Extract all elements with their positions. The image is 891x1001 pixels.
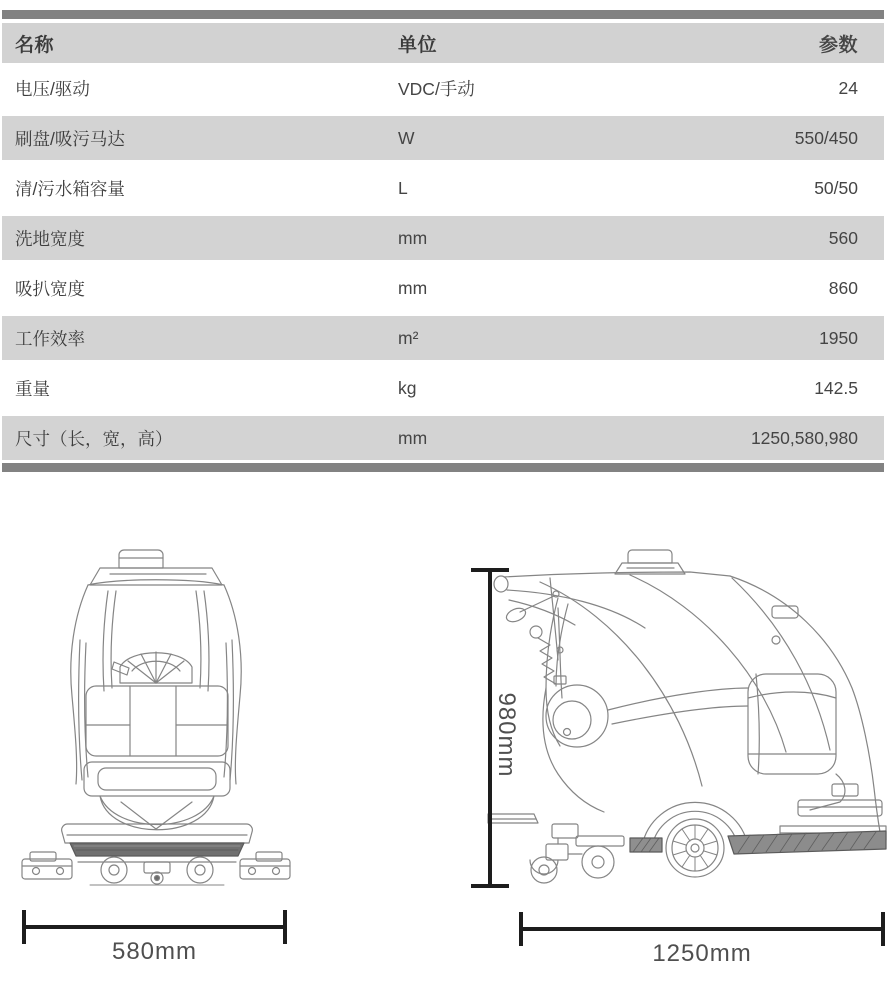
row-name: 尺寸（长，宽，高） [15, 428, 173, 449]
row-unit: mm [398, 277, 428, 298]
dimension-bar [488, 572, 492, 884]
row-value: 1250,580,980 [750, 427, 858, 448]
row-value: 50/50 [814, 177, 858, 198]
width-dimension-label: 580mm [111, 938, 198, 965]
row-unit: W [398, 127, 415, 148]
bottom-divider-bar [2, 463, 884, 472]
row-name: 刷盘/吸污马达 [15, 128, 125, 149]
row-name: 吸扒宽度 [15, 278, 85, 299]
header-name: 名称 [15, 34, 55, 56]
row-value: 24 [838, 77, 858, 98]
spec-table-header [2, 23, 884, 63]
dimension-bar [523, 927, 881, 931]
table-row [2, 63, 884, 113]
table-row [2, 263, 884, 313]
dimension-bar [26, 925, 283, 929]
table-row [2, 363, 884, 413]
row-name: 重量 [15, 378, 50, 399]
table-row [2, 163, 884, 213]
front-view-drawing [20, 544, 292, 908]
row-name: 电压/驱动 [15, 78, 90, 99]
table-row [2, 113, 884, 163]
row-value: 560 [828, 227, 858, 248]
header-unit: 单位 [398, 34, 438, 56]
top-divider-bar [2, 10, 884, 19]
row-value: 860 [828, 277, 858, 298]
row-unit: L [398, 177, 408, 198]
dimension-drawings [0, 472, 891, 991]
row-name: 清/污水箱容量 [15, 178, 125, 199]
row-value: 142.5 [814, 377, 858, 398]
row-unit: kg [398, 377, 417, 398]
row-name: 洗地宽度 [15, 228, 85, 249]
table-row [2, 413, 884, 463]
spec-table [2, 23, 884, 463]
row-unit: mm [398, 427, 428, 448]
row-unit: mm [398, 227, 428, 248]
table-row [2, 313, 884, 363]
side-view-drawing [480, 548, 888, 908]
length-dimension-label: 1250mm [652, 940, 752, 967]
row-name: 工作效率 [15, 328, 85, 349]
dimension-tick [471, 884, 509, 888]
spec-sheet-page [0, 10, 891, 1001]
header-value: 参数 [818, 34, 858, 56]
height-dimension-label: 980mm [493, 692, 520, 778]
table-row [2, 213, 884, 263]
row-unit: m² [398, 327, 419, 348]
row-value: 1950 [819, 327, 858, 348]
row-value: 550/450 [794, 127, 858, 148]
row-unit: VDC/手动 [398, 78, 475, 99]
